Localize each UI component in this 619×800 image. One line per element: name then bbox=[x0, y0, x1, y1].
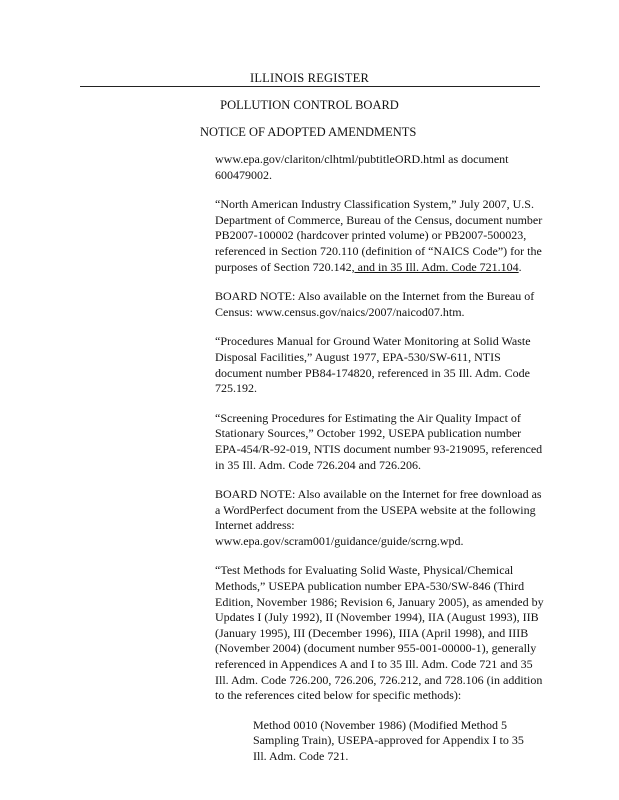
register-title: ILLINOIS REGISTER bbox=[249, 71, 369, 85]
paragraph-screening-procedures: “Screening Procedures for Estimating the Air Quality Impact of Stationary Sources,” October 1992, USEPA publication number EPA-454/R-92-019, NTIS document number 93-219095, referenced in 35 Ill. Adm. Code 726.204 and 726.206. bbox=[215, 410, 543, 472]
paragraph-method-0010: Method 0010 (November 1986) (Modified Method 5 Sampling Train), USEPA-approved for Appendix I to 35 Ill. Adm. Code 721. bbox=[253, 717, 524, 763]
notice-heading: NOTICE OF ADOPTED AMENDMENTS bbox=[200, 125, 417, 139]
paragraph-naics-text: “North American Industry Classification System,” July 2007, U.S. Department of Commerce, Bureau of the Census, document number PB2007-100002 (hardcover printed volume) or PB2007-500023, referenced in Section 720.110 (definition of “NAICS Code”) for the purposes of Section 720.142 bbox=[215, 197, 543, 274]
paragraph-epa-clariton: www.epa.gov/clariton/clhtml/pubtitleORD.html as document 600479002. bbox=[215, 152, 509, 182]
paragraph-groundwater-manual: “Procedures Manual for Ground Water Monitoring at Solid Waste Disposal Facilities,” August 1977, EPA-530/SW-611, NTIS document number PB84-174820, referenced in 35 Ill. Adm. Code 725.192. bbox=[215, 334, 531, 396]
paragraph-board-note-wordperfect: BOARD NOTE: Also available on the Internet for free download as a WordPerfect document from the USEPA website at the following Internet address: www.epa.gov/scram001/guidance/guide/scrng.wpd. bbox=[215, 487, 542, 548]
paragraph-naics-tail: . bbox=[518, 259, 522, 274]
header-rule-left-mark bbox=[80, 86, 104, 87]
board-heading: POLLUTION CONTROL BOARD bbox=[220, 98, 399, 112]
document-body bbox=[215, 152, 545, 765]
amended-text: , and in 35 Ill. Adm. Code 721.104 bbox=[351, 259, 519, 274]
header-rule bbox=[80, 86, 540, 87]
paragraph-test-methods: “Test Methods for Evaluating Solid Waste, Physical/Chemical Methods,” USEPA publication number EPA-530/SW-846 (Third Edition, November 1986; Revision 6, January 2005), as amended by Updates I (July 1992), II (November 1994), IIA (August 1993), IIB (January 1995), III (December 1996), IIIA (April 1998), and IIIB (November 2004) (document number 955-001-00000-1), generally referenced in Appendices A and I to 35 Ill. Adm. Code 721 and 35 Ill. Adm. Code 726.200, 726.206, 726.212, and 728.106 (in addition to the references cited below for specific methods): bbox=[215, 563, 544, 703]
paragraph-naics bbox=[215, 197, 545, 275]
paragraph-board-note-census: BOARD NOTE: Also available on the Internet from the Bureau of Census: www.census.gov/naics/2007/naicod07.htm. bbox=[215, 289, 535, 319]
